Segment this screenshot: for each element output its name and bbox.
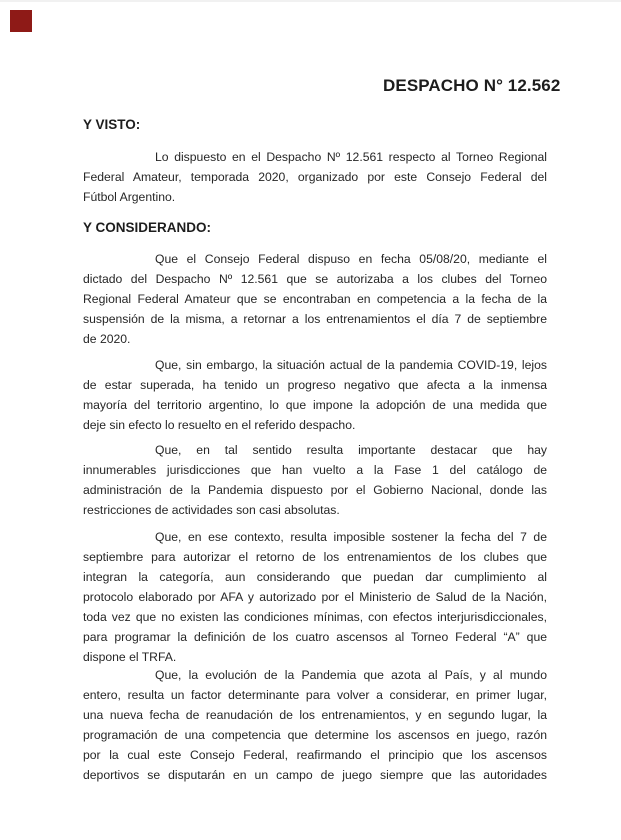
text-line: para programar la definición de los cuatro ascensos al Torneo Federal “A” que [83,630,547,644]
text-line: por la cual este Consejo Federal, reafirmando el principio que los ascensos [83,748,547,762]
section-heading-visto: Y VISTO: [83,117,141,132]
text-line: mayoría del territorio argentino, lo que impone la adopción de una medida que [83,398,547,412]
text-line: innumerables jurisdicciones que han vuelto a la Fase 1 del catálogo de [83,463,547,477]
red-corner-marker [10,10,32,32]
text-line: Que, en ese contexto, resulta imposible sostener la fecha del 7 de [155,530,547,544]
paragraph-visto [83,147,547,207]
text-line: Lo dispuesto en el Despacho Nº 12.561 respecto al Torneo Regional [155,150,547,164]
text-line: restricciones de actividades son casi absolutas. [83,503,340,517]
text-line: suspensión de la misma, a retornar a los entrenamientos el día 7 de septiembre [83,312,547,326]
text-line: deportivos se disputarán en un campo de juego siempre que las autoridades [83,768,547,782]
text-line: dispone el TRFA. [83,650,177,664]
text-line: Que, la evolución de la Pandemia que azota al País, y al mundo [155,668,547,682]
text-line: entero, resulta un factor determinante para volver a considerar, en primer lugar, [83,688,547,702]
text-line: toda vez que no existen las condiciones mínimas, con efectos interjurisdiccionales, [83,610,547,624]
text-line: de 2020. [83,332,131,346]
text-line: Regional Federal Amateur que se encontraban en competencia a la fecha de la [83,292,547,306]
paragraph-considerando-4 [83,527,547,667]
text-line: Que, en tal sentido resulta importante destacar que hay [155,443,547,457]
text-line: protocolo elaborado por AFA y autorizado por el Ministerio de Salud de la Nación, [83,590,547,604]
text-line: programación de una competencia que determine los ascensos en juego, razón [83,728,547,742]
text-line: Que, sin embargo, la situación actual de la pandemia COVID-19, lejos [155,358,547,372]
text-line: integran la categoría, aun considerando que puedan dar cumplimiento al [83,570,547,584]
paragraph-considerando-3 [83,440,547,520]
paragraph-considerando-2 [83,355,547,435]
section-heading-considerando: Y CONSIDERANDO: [83,220,212,235]
text-line: dictado del Despacho Nº 12.561 que se autorizaba a los clubes del Torneo [83,272,547,286]
text-line: de estar superada, ha tenido un progreso negativo que afecta a la inmensa [83,378,547,392]
text-line: Que el Consejo Federal dispuso en fecha 05/08/20, mediante el [155,252,547,266]
document-title: DESPACHO N° 12.562 [383,76,561,95]
paragraph-considerando-1 [83,249,547,349]
text-line: deje sin efecto lo resuelto en el referido despacho. [83,418,356,432]
text-line: Fútbol Argentino. [83,190,176,204]
paragraph-considerando-5 [83,665,547,785]
text-line: Federal Amateur, temporada 2020, organizado por este Consejo Federal del [83,170,547,184]
text-line: septiembre para autorizar el retorno de los entrenamientos de los clubes que [83,550,547,564]
text-line: administración de la Pandemia dispuesto por el Gobierno Nacional, donde las [83,483,547,497]
text-line: una nueva fecha de reanudación de los entrenamientos, y en segundo lugar, la [83,708,547,722]
